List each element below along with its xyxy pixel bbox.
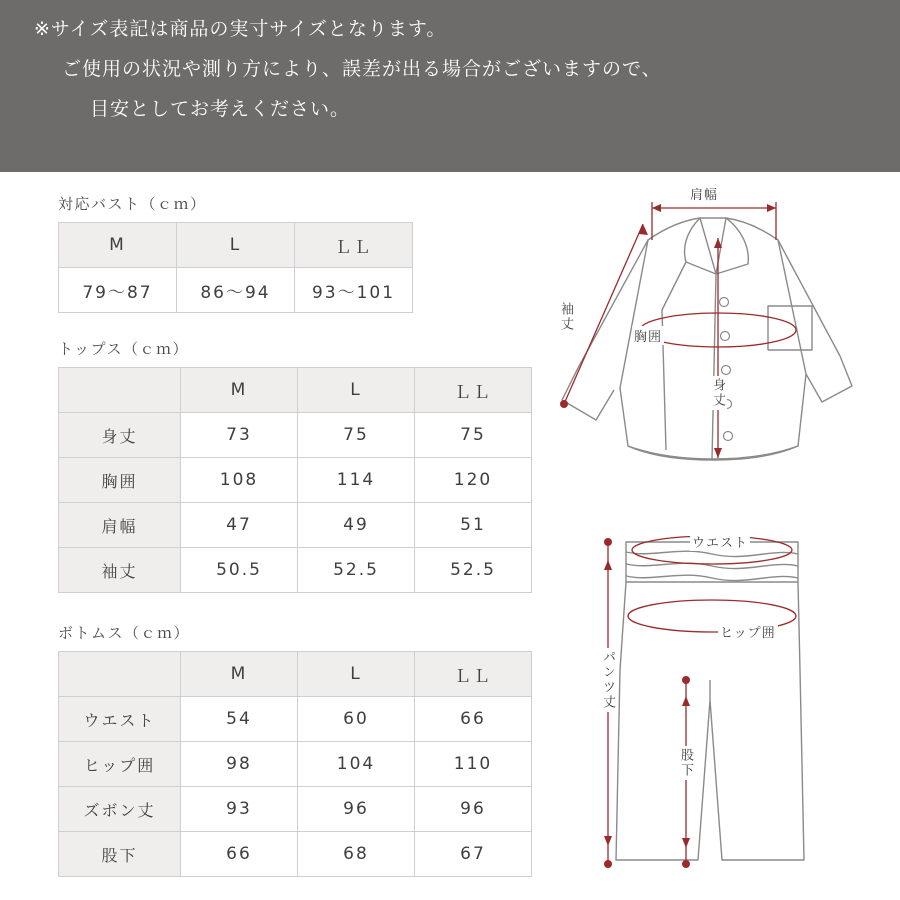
tops-cell-2-m: 47 <box>181 503 298 548</box>
label-hip-circumference: ヒップ囲 <box>718 622 778 641</box>
pants-diagram-svg <box>540 520 885 890</box>
label-body-length: 身丈 <box>710 378 725 408</box>
tops-cell-2-l: 49 <box>298 503 415 548</box>
tops-cell-1-l: 114 <box>298 458 415 503</box>
table-row <box>59 742 532 787</box>
jacket-diagram-svg <box>540 178 885 518</box>
bust-header-ll: ＬＬ <box>295 223 413 268</box>
label-sleeve-length: 袖丈 <box>558 302 573 332</box>
tops-table-block <box>58 338 532 593</box>
tops-cell-0-m: 73 <box>181 413 298 458</box>
bottoms-cell-3-m: 66 <box>181 832 298 877</box>
table-row <box>59 268 413 313</box>
bottoms-cell-3-ll: 67 <box>415 832 532 877</box>
label-inseam: 股下 <box>678 748 693 778</box>
table-row <box>59 652 532 697</box>
bottoms-cell-1-ll: 110 <box>415 742 532 787</box>
table-row <box>59 458 532 503</box>
label-chest-circumference: 胸囲 <box>632 326 664 345</box>
table-row <box>59 832 532 877</box>
bust-value-ll: 93〜101 <box>295 268 413 313</box>
bottoms-cell-3-l: 68 <box>298 832 415 877</box>
table-row <box>59 503 532 548</box>
bottoms-cell-1-l: 104 <box>298 742 415 787</box>
bottoms-table-title: ボトムス（ｃｍ） <box>58 624 191 642</box>
tops-cell-1-m: 108 <box>181 458 298 503</box>
bottoms-cell-2-m: 93 <box>181 787 298 832</box>
tops-illustration <box>540 178 885 518</box>
tops-header-ll: ＬＬ <box>415 368 532 413</box>
bust-value-m: 79〜87 <box>59 268 177 313</box>
tops-cell-2-ll: 51 <box>415 503 532 548</box>
bottoms-cell-0-ll: 66 <box>415 697 532 742</box>
tops-header-m: M <box>181 368 298 413</box>
bottoms-row-label-2: ズボン丈 <box>59 787 181 832</box>
tops-row-label-0: 身丈 <box>59 413 181 458</box>
tops-row-label-1: 胸囲 <box>59 458 181 503</box>
bottoms-cell-2-l: 96 <box>298 787 415 832</box>
tops-cell-3-ll: 52.5 <box>415 548 532 593</box>
label-pants-length: パンツ丈 <box>600 650 615 710</box>
tops-cell-1-ll: 120 <box>415 458 532 503</box>
tops-header-l: L <box>298 368 415 413</box>
bottoms-header-l: L <box>298 652 415 697</box>
bottoms-row-label-1: ヒップ囲 <box>59 742 181 787</box>
bottoms-cell-0-m: 54 <box>181 697 298 742</box>
table-row <box>59 413 532 458</box>
tops-cell-0-l: 75 <box>298 413 415 458</box>
table-row <box>59 548 532 593</box>
tops-cell-3-m: 50.5 <box>181 548 298 593</box>
label-shoulder-width: 肩幅 <box>688 184 720 203</box>
bottoms-corner-cell <box>59 652 181 697</box>
bottoms-table-block <box>58 622 532 877</box>
tops-row-label-3: 袖丈 <box>59 548 181 593</box>
table-row <box>59 787 532 832</box>
bottoms-cell-0-l: 60 <box>298 697 415 742</box>
notice-line-1: ※サイズ表記は商品の実寸サイズとなります。 <box>34 18 447 40</box>
bust-header-m: M <box>59 223 177 268</box>
notice-line-2: ご使用の状況や測り方により、誤差が出る場合がございますので、 <box>62 58 662 80</box>
tops-cell-3-l: 52.5 <box>298 548 415 593</box>
bottoms-illustration <box>540 520 885 890</box>
notice-banner <box>0 0 900 172</box>
label-waist: ウエスト <box>690 532 750 551</box>
tops-corner-cell <box>59 368 181 413</box>
bust-table <box>58 222 413 313</box>
bottoms-header-ll: ＬＬ <box>415 652 532 697</box>
bottoms-row-label-3: 股下 <box>59 832 181 877</box>
bottoms-header-m: M <box>181 652 298 697</box>
bust-table-title: 対応バスト（ｃｍ） <box>58 195 207 213</box>
notice-line-3: 目安としてお考えください。 <box>90 98 351 120</box>
table-row <box>59 368 532 413</box>
tops-cell-0-ll: 75 <box>415 413 532 458</box>
bottoms-table <box>58 651 532 877</box>
tops-table-title: トップス（ｃｍ） <box>58 340 189 358</box>
table-row <box>59 223 413 268</box>
bottoms-row-label-0: ウエスト <box>59 697 181 742</box>
table-row <box>59 697 532 742</box>
bust-header-l: L <box>177 223 295 268</box>
tops-row-label-2: 肩幅 <box>59 503 181 548</box>
bust-value-l: 86〜94 <box>177 268 295 313</box>
bust-table-block <box>58 193 413 313</box>
bottoms-cell-1-m: 98 <box>181 742 298 787</box>
tops-table <box>58 367 532 593</box>
bottoms-cell-2-ll: 96 <box>415 787 532 832</box>
